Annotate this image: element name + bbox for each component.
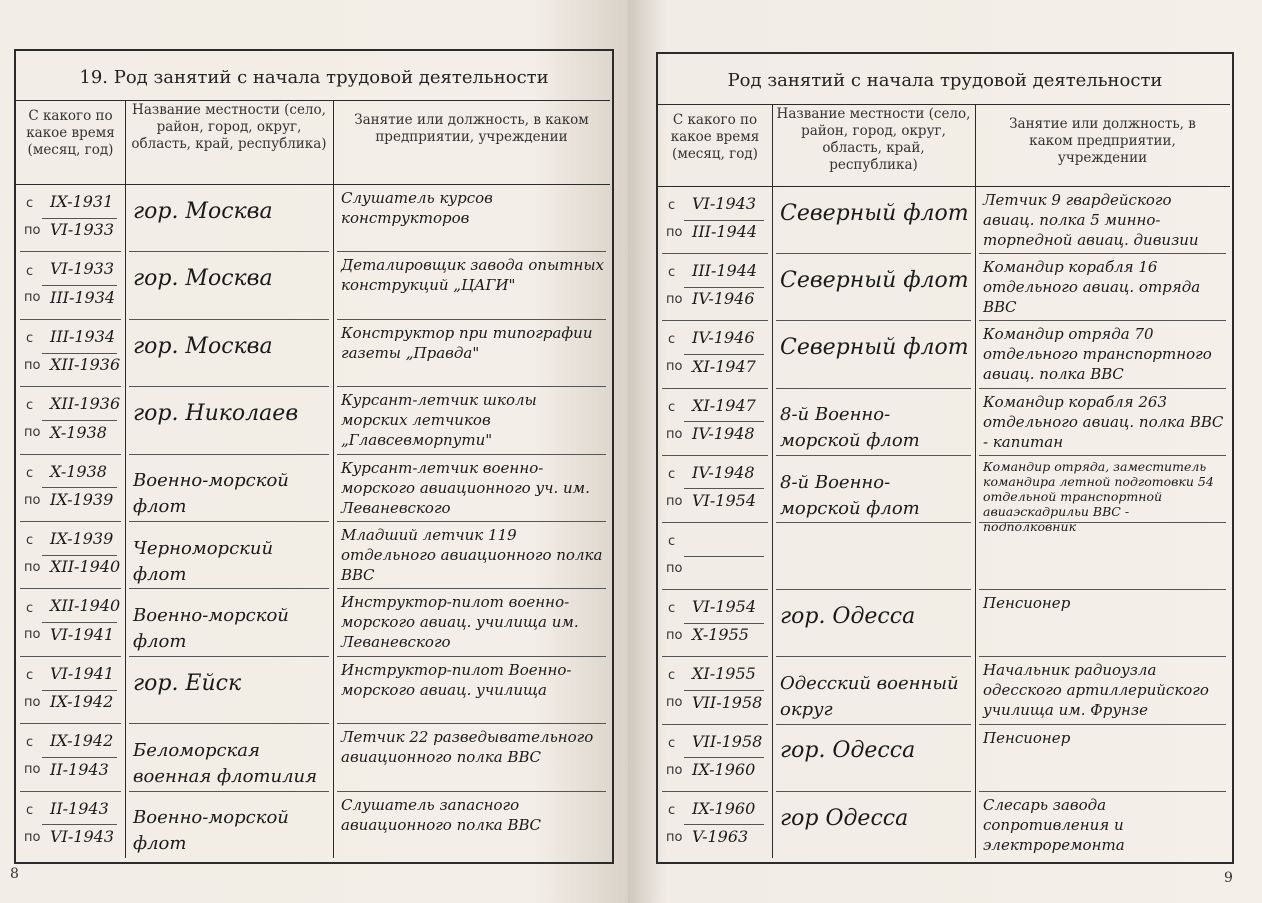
right-row-to-date: VII-1958: [692, 692, 763, 712]
left-row-to-date: XII-1940: [50, 557, 121, 577]
left-row-from-date: VI-1941: [50, 663, 114, 683]
right-prefix-from: с: [668, 265, 676, 281]
right-row-divider: [662, 791, 768, 792]
left-prefix-from: с: [26, 465, 34, 481]
right-row-to-date: V-1963: [692, 827, 749, 847]
right-row-to-date: III-1944: [692, 222, 758, 242]
left-row-divider: [129, 723, 329, 724]
right-date-midline: [684, 556, 764, 557]
right-row-occupation: Командир отряда 70 отдельного транспортного авиац. полка ВВС: [983, 325, 1212, 384]
left-row-divider: [337, 251, 606, 252]
left-row-divider: [20, 251, 121, 252]
right-row-from-date: VII-1958: [692, 731, 763, 751]
left-row-divider: [337, 386, 606, 387]
right-row-to-date: XI-1947: [692, 356, 756, 376]
right-prefix-to: по: [666, 292, 683, 308]
left-title-divider: [16, 100, 610, 101]
right-row-to-date: X-1955: [692, 625, 749, 645]
left-row-divider: [129, 521, 329, 522]
left-row-to-date: X-1938: [50, 422, 107, 442]
left-header-occupation: Занятие или должность, в каком предприятии, учреждении: [354, 112, 589, 145]
left-row-place: гор. Ейск: [133, 670, 242, 696]
left-row-place: Черноморский флот: [133, 537, 274, 585]
left-row-from-date: XII-1936: [50, 394, 121, 414]
left-row-to-date: IX-1939: [50, 489, 114, 509]
left-row-from-date: III-1934: [50, 326, 116, 346]
right-date-midline: [684, 623, 764, 624]
left-row-from-date: X-1938: [50, 461, 107, 481]
left-row-from-date: IX-1939: [50, 529, 114, 549]
right-row-divider: [979, 589, 1226, 590]
left-date-midline: [42, 353, 117, 354]
right-prefix-to: по: [666, 762, 683, 778]
right-date-midline: [684, 690, 764, 691]
right-row-divider: [776, 522, 971, 523]
left-row-divider: [337, 319, 606, 320]
left-prefix-from: с: [26, 196, 34, 212]
left-header-divider: [16, 184, 610, 185]
left-row-place: Военно-морской флот: [133, 605, 289, 653]
left-row-divider: [337, 723, 606, 724]
right-table-title: Род занятий с начала трудовой деятельности: [727, 70, 1163, 91]
left-row-divider: [20, 319, 121, 320]
right-date-midline: [684, 421, 764, 422]
left-prefix-from: с: [26, 330, 34, 346]
left-row-from-date: VI-1933: [50, 259, 114, 279]
left-row-occupation: Младший летчик 119 отдельного авиационного полка ВВС: [341, 526, 603, 584]
right-row-to-date: IX-1960: [692, 759, 756, 779]
left-row-divider: [20, 386, 121, 387]
left-row-divider: [337, 656, 606, 657]
right-prefix-to: по: [666, 359, 683, 375]
left-row-divider: [129, 454, 329, 455]
left-col-line-2: [333, 100, 334, 858]
left-prefix-to: по: [24, 762, 41, 778]
right-row-from-date: IV-1948: [692, 462, 755, 482]
right-header-place: Название местности (село, район, город, округ, область, край, республика): [776, 106, 971, 173]
left-prefix-from: с: [26, 802, 34, 818]
left-row-divider: [337, 521, 606, 522]
right-row-to-date: IV-1948: [692, 423, 755, 443]
left-row-from-date: XII-1940: [50, 596, 121, 616]
left-row-occupation: Летчик 22 разведывательного авиационного полка ВВС: [341, 728, 594, 767]
left-prefix-from: с: [26, 398, 34, 414]
right-prefix-from: с: [668, 601, 676, 617]
left-prefix-from: с: [26, 533, 34, 549]
left-row-divider: [129, 251, 329, 252]
right-row-divider: [979, 388, 1226, 389]
left-date-midline: [42, 824, 117, 825]
left-row-to-date: II-1943: [50, 759, 109, 779]
left-row-occupation: Слушатель курсов конструкторов: [341, 189, 493, 227]
left-row-divider: [337, 588, 606, 589]
left-prefix-to: по: [24, 560, 41, 576]
right-row-occupation: Командир отряда, заместитель командира летной подготовки 54 отдельной транспортной авиаэскадрильи ВВС - подполковник: [983, 458, 1214, 534]
left-row-place: гор. Николаев: [133, 401, 299, 427]
right-row-occupation: Слесарь завода сопротивления и электроремонта: [983, 795, 1125, 854]
right-row-from-date: VI-1954: [692, 597, 756, 617]
left-prefix-to: по: [24, 627, 41, 643]
left-row-occupation: Слушатель запасного авиационного полка ВВС: [341, 795, 542, 834]
left-row-divider: [337, 454, 606, 455]
right-row-place: гор. Одесса: [780, 603, 916, 629]
right-row-place: Северный флот: [780, 267, 969, 293]
right-col-line-2: [975, 104, 976, 858]
right-row-divider: [776, 656, 971, 657]
right-row-place: 8-й Военно-морской флот: [780, 471, 920, 519]
left-row-divider: [129, 588, 329, 589]
left-row-from-date: IX-1942: [50, 731, 114, 751]
left-row-to-date: III-1934: [50, 287, 116, 307]
left-prefix-to: по: [24, 829, 41, 845]
left-row-to-date: VI-1941: [50, 624, 114, 644]
right-prefix-from: с: [668, 668, 676, 684]
left-prefix-to: по: [24, 425, 41, 441]
right-col-line-1: [772, 104, 773, 858]
right-row-divider: [776, 589, 971, 590]
right-row-place: гор Одесса: [780, 805, 909, 831]
left-row-place: гор. Москва: [133, 333, 273, 359]
right-row-divider: [776, 791, 971, 792]
right-row-place: Одесский военный округ: [780, 673, 959, 721]
left-row-occupation: Конструктор при типографии газеты „Правда": [341, 323, 593, 362]
left-row-occupation: Инструктор-пилот военно-морского авиац. училища им. Леваневского: [341, 593, 579, 652]
right-prefix-from: с: [668, 332, 676, 348]
right-row-from-date: XI-1947: [692, 395, 756, 415]
right-prefix-to: по: [666, 560, 683, 576]
right-prefix-to: по: [666, 628, 683, 644]
right-prefix-to: по: [666, 493, 683, 509]
left-row-place: Военно-морской флот: [133, 470, 289, 518]
right-row-place: Северный флот: [780, 200, 969, 226]
right-row-from-date: III-1944: [692, 261, 758, 281]
right-row-place: гор. Одесса: [780, 738, 916, 764]
right-row-occupation: Пенсионер: [983, 594, 1071, 613]
right-date-midline: [684, 757, 764, 758]
left-date-midline: [42, 622, 117, 623]
left-date-midline: [42, 420, 117, 421]
left-date-midline: [42, 555, 117, 556]
left-date-midline: [42, 690, 117, 691]
right-row-divider: [979, 724, 1226, 725]
right-row-divider: [662, 724, 768, 725]
right-row-from-date: IV-1946: [692, 328, 755, 348]
left-date-midline: [42, 757, 117, 758]
right-row-divider: [662, 589, 768, 590]
left-row-divider: [129, 319, 329, 320]
right-row-divider: [662, 455, 768, 456]
left-row-from-date: II-1943: [50, 798, 109, 818]
left-row-to-date: VI-1943: [50, 826, 114, 846]
left-header-place: Название местности (село, район, город, округ, область, край, республика): [131, 102, 327, 152]
left-page-number: 8: [10, 866, 19, 882]
left-row-place: Беломорская военная флотилия: [133, 740, 318, 788]
left-row-divider: [20, 521, 121, 522]
right-prefix-to: по: [666, 829, 683, 845]
right-row-divider: [662, 656, 768, 657]
left-row-occupation: Курсант-летчик военно-морского авиационного уч. им. Леваневского: [341, 458, 590, 517]
left-row-to-date: VI-1933: [50, 220, 114, 240]
right-prefix-from: с: [668, 399, 676, 415]
left-row-place: гор. Москва: [133, 198, 273, 224]
right-row-from-date: XI-1955: [692, 664, 756, 684]
left-row-divider: [129, 656, 329, 657]
right-row-divider: [979, 455, 1226, 456]
right-row-divider: [979, 522, 1226, 523]
left-row-occupation: Деталировщик завода опытных конструкций „ЦАГИ": [341, 256, 605, 295]
left-row-place: Военно-морской флот: [133, 807, 289, 855]
right-row-divider: [979, 791, 1226, 792]
right-page-number: 9: [1224, 870, 1233, 886]
right-prefix-to: по: [666, 426, 683, 442]
right-row-divider: [662, 253, 768, 254]
left-prefix-to: по: [24, 492, 41, 508]
right-prefix-from: с: [668, 802, 676, 818]
right-row-from-date: IX-1960: [692, 798, 756, 818]
right-header-divider: [658, 186, 1230, 187]
right-row-occupation: Начальник радиоузла одесского артиллерийского училища им. Фрунзе: [983, 661, 1209, 720]
right-row-place: Северный флот: [780, 335, 969, 361]
left-row-divider: [20, 723, 121, 724]
right-date-midline: [684, 220, 764, 221]
left-prefix-to: по: [24, 694, 41, 710]
left-row-divider: [20, 454, 121, 455]
left-prefix-from: с: [26, 600, 34, 616]
left-row-occupation: Инструктор-пилот Военно-морского авиац. училища: [341, 660, 572, 699]
left-row-occupation: Курсант-летчик школы морских летчиков „Главсевморпути": [341, 391, 537, 450]
left-table-title: 19. Род занятий с начала трудовой деятельности: [79, 67, 549, 88]
left-date-midline: [42, 285, 117, 286]
right-prefix-from: с: [668, 198, 676, 214]
left-row-divider: [129, 386, 329, 387]
left-header-period: С какого по какое время (месяц, год): [26, 108, 115, 158]
right-row-from-date: VI-1943: [692, 194, 756, 214]
right-prefix-from: с: [668, 534, 676, 550]
left-date-midline: [42, 487, 117, 488]
left-prefix-to: по: [24, 223, 41, 239]
right-header-period: С какого по какое время (месяц, год): [670, 112, 760, 162]
left-row-to-date: XII-1936: [50, 355, 121, 375]
right-row-occupation: Командир корабля 263 отдельного авиац. полка ВВС - капитан: [983, 392, 1224, 451]
right-prefix-to: по: [666, 224, 683, 240]
right-row-place: 8-й Военно-морской флот: [780, 404, 920, 452]
left-row-divider: [20, 791, 121, 792]
right-date-midline: [684, 287, 764, 288]
right-title-divider: [658, 104, 1230, 105]
right-date-midline: [684, 824, 764, 825]
right-date-midline: [684, 488, 764, 489]
right-row-divider: [776, 724, 971, 725]
right-row-occupation: Летчик 9 гвардейского авиац. полка 5 минно-торпедной авиац. дивизии: [983, 191, 1199, 249]
left-date-midline: [42, 218, 117, 219]
right-row-occupation: Командир корабля 16 отдельного авиац. отряда ВВС: [983, 258, 1201, 317]
right-row-divider: [776, 388, 971, 389]
left-row-divider: [337, 791, 606, 792]
right-prefix-from: с: [668, 735, 676, 751]
right-date-midline: [684, 354, 764, 355]
right-row-divider: [662, 320, 768, 321]
left-prefix-from: с: [26, 667, 34, 683]
right-header-occupation: Занятие или должность, в каком предприятии, учреждении: [1009, 116, 1196, 166]
left-row-to-date: IX-1942: [50, 692, 114, 712]
right-row-divider: [776, 320, 971, 321]
right-prefix-from: с: [668, 466, 676, 482]
right-row-occupation: Пенсионер: [983, 728, 1071, 747]
left-row-from-date: IX-1931: [50, 192, 114, 212]
left-row-place: гор. Москва: [133, 266, 273, 292]
left-row-divider: [20, 656, 121, 657]
left-row-divider: [129, 791, 329, 792]
right-row-to-date: IV-1946: [692, 289, 755, 309]
right-row-to-date: VI-1954: [692, 491, 756, 511]
right-prefix-to: по: [666, 695, 683, 711]
right-row-divider: [776, 455, 971, 456]
right-row-divider: [979, 320, 1226, 321]
left-row-divider: [20, 588, 121, 589]
right-row-divider: [979, 253, 1226, 254]
right-row-divider: [776, 253, 971, 254]
left-prefix-from: с: [26, 263, 34, 279]
right-row-divider: [662, 388, 768, 389]
left-col-line-1: [125, 100, 126, 858]
left-prefix-to: по: [24, 290, 41, 306]
right-row-divider: [662, 522, 768, 523]
left-prefix-to: по: [24, 357, 41, 373]
left-prefix-from: с: [26, 735, 34, 751]
right-row-divider: [979, 656, 1226, 657]
